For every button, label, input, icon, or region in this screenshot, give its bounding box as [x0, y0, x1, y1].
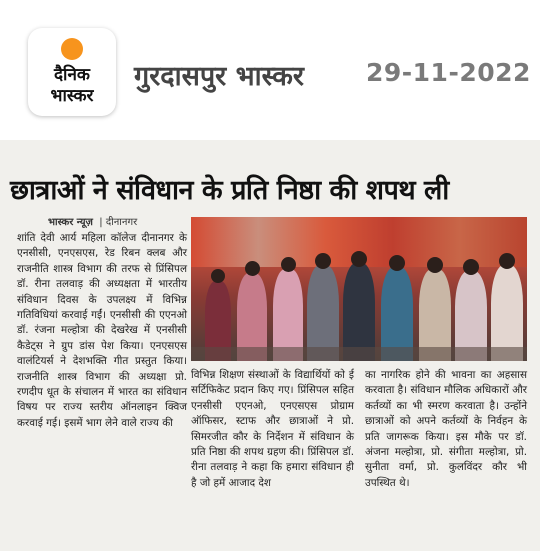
photo-floor [191, 347, 527, 361]
edition-date: 29-11-2022 [366, 58, 531, 87]
photo-figure-head [427, 257, 443, 273]
byline-place: दीनानगर [105, 217, 138, 228]
dainik-bhaskar-logo[interactable] [28, 28, 116, 116]
byline-separator: | [96, 217, 106, 228]
masthead [0, 0, 540, 140]
article-column-2: विभिन्न शिक्षण संस्थाओं के विद्यार्थियों को ई सर्टिफिकेट प्रदान किए गए। प्रिंसिपल सहित एनसीसी एएनओ, एनएसएस प्रोग्राम ऑफिसर, स्टाफ और छात्राओं ने प्रो. सिमरजीत कौर के निर्देशन में संविधान के प्रति निष्ठा की शपथ ग्रहण की। प्रिंसिपल डॉ. रीना तलवाड़ ने कहा कि हमारा संविधान ही है जो हमें आजाद देश [191, 369, 354, 489]
article-column-1: शांति देवी आर्य महिला कॉलेज दीनानगर के एनसीसी, एनएसएस, रेड रिबन क्लब और राजनीति शास्त्र विभाग की तरफ से प्रिंसिपल डॉ. रीना तलवाड़ की अध्यक्षता में भारतीय संविधान दिवस के उपलक्ष्य में विभिन्न गतिविधियां करवाई गईं। एनसीसी की एएनओ डॉ. रंजना मल्होत्रा की देखरेख में एनसीसी कैडेट्स ने ग्रुप डांस पेश किया। एनएसएस वालंटियर्स ने देशभक्ति गीत प्रस्तुत किया। राजनीति शास्त्र विभाग की अध्यक्षा प्रो. रणदीप धूत के संचालन में भारत का संविधान विषय पर राज्य स्तरीय ऑनलाइन क्विज करवाई गई। इसमें भाग लेने वाले राज्य की [17, 232, 187, 429]
byline-source: भास्कर न्यूज़ [48, 217, 93, 228]
photo-figure-head [499, 253, 515, 269]
edition-title: गुरदासपुर भास्कर [134, 61, 304, 92]
article-photo [191, 217, 527, 361]
photo-figure-head [281, 257, 296, 272]
sun-icon [61, 38, 83, 60]
photo-figure-head [211, 269, 225, 283]
photo-figure-head [315, 253, 331, 269]
logo-line-2: भास्कर [50, 86, 94, 106]
photo-figure-head [351, 251, 367, 267]
logo-line-1: दैनिक [54, 65, 90, 85]
article-headline: छात्राओं ने संविधान के प्रति निष्ठा की शपथ ली [10, 175, 449, 206]
article-column-3: का नागरिक होने की भावना का अहसास करवाता है। संविधान मौलिक अधिकारों और कर्तव्यों का भी स्मरण करवाता है। उन्होंने छात्राओं को अपने कर्तव्यों के निर्वहन के प्रति जागरूक किया। इस मौके पर डॉ. अंजना मल्होत्रा, प्रो. संगीता मल्होत्रा, प्रो. सुनीता वर्मा, प्रो. कुलविंदर कौर भी उपस्थित थे। [365, 369, 527, 489]
photo-figure-head [245, 261, 260, 276]
article-byline [48, 214, 137, 228]
photo-figure-head [389, 255, 405, 271]
photo-figure-head [463, 259, 479, 275]
